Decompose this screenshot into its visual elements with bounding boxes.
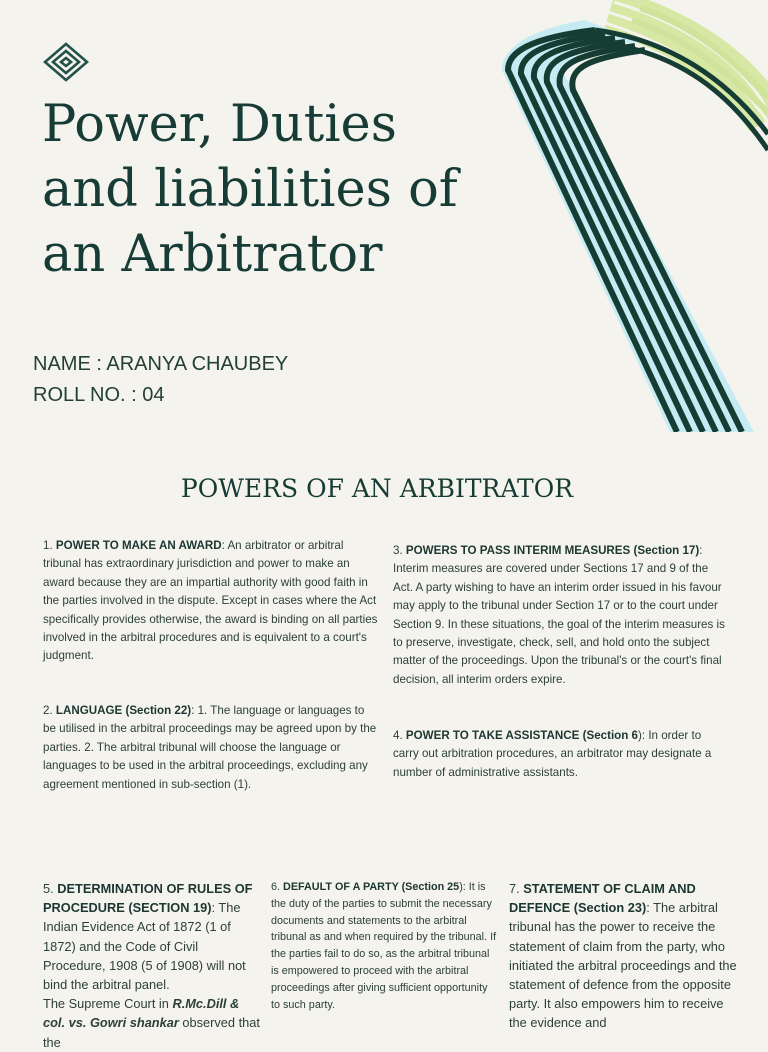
item-number: 6. — [271, 881, 284, 893]
item-text: : Interim measures are covered under Sections 17 and 9 of the Act. A party wishing to have an interim order issued in his favour may apply to the tribunal under Section 17 or to the court under Section 9. In these situations, the goal of the interim measures is to preserve, investigate, check, sell, and hold onto the subject matter of the proceedings. Upon the tribunal's or the court's final decision, all interim orders expire. — [393, 544, 725, 686]
item-text-continued: The Supreme Court in — [43, 996, 173, 1012]
item-number: 4. — [393, 729, 406, 742]
item-text: : The Indian Evidence Act of 1872 (1 of 1872) and the Code of Civil Procedure, 1908 (5 of 1908) will not bind the arbitral panel. — [43, 900, 246, 993]
power-item-4 — [393, 727, 728, 782]
author-name: NAME : ARANYA CHAUBEY — [33, 353, 289, 375]
item-text-tail: observed that the — [43, 1015, 260, 1050]
roll-number: ROLL NO. : 04 — [33, 384, 165, 406]
item-number: 1. — [43, 539, 56, 552]
power-item-7 — [509, 879, 737, 1033]
item-number: 5. — [43, 881, 58, 896]
power-item-5 — [43, 879, 263, 1052]
item-number: 3. — [393, 544, 406, 557]
title-line-2: and liabilities of — [42, 160, 458, 219]
item-heading: STATEMENT OF CLAIM AND DEFENCE (Section 23) — [509, 881, 696, 916]
item-text: ): It is the duty of the parties to submit the necessary documents and statements to the arbitral tribunal as and when required by the tribunal. If the parties fail to do so, as the arbitral tribunal is empowered to proceed with the arbitral proceedings after giving sufficient opportunity to such party. — [271, 881, 497, 1011]
item-heading: DETERMINATION OF RULES OF PROCEDURE (SECTION 19) — [43, 881, 253, 916]
item-heading: POWER TO TAKE ASSISTANCE (Section 6 — [405, 729, 639, 742]
item-number: 7. — [509, 881, 524, 896]
item-text: : An arbitrator or arbitral tribunal has extraordinary jurisdiction and power to make an award because they are an impartial authority with good faith in the parties involved in the dispute. Except in cases where the Act specifically provides otherwise, the award is binding on all parties involved in the arbitral procedures and is equivalent to a court's judgment. — [43, 539, 378, 663]
author-info — [33, 349, 288, 411]
title-line-3: an Arbitrator — [42, 225, 383, 284]
case-citation: R.Mc.Dill & col. vs. Gowri shankar — [43, 996, 240, 1031]
power-item-3 — [393, 542, 728, 689]
item-text: ): In order to carry out arbitration procedures, an arbitrator may designate a number of administrative assistants. — [393, 729, 712, 779]
item-heading: LANGUAGE (Section 22) — [55, 704, 192, 717]
power-item-2 — [43, 702, 378, 794]
section-heading: POWERS OF AN ARBITRATOR — [180, 474, 574, 503]
power-item-1 — [43, 537, 378, 666]
item-heading: DEFAULT OF A PARTY (Section 25 — [283, 881, 460, 893]
item-number: 2. — [43, 704, 56, 717]
item-heading: POWERS TO PASS INTERIM MEASURES (Section 17) — [405, 544, 700, 557]
item-heading: POWER TO MAKE AN AWARD — [55, 539, 222, 552]
document-title — [42, 92, 482, 287]
diamond-logo-icon — [42, 42, 90, 82]
title-line-1: Power, Duties — [42, 95, 397, 154]
decorative-ribbon — [490, 0, 768, 432]
item-text: : The arbitral tribunal has the power to receive the statement of claim from the party, who initiated the arbitral proceedings and the statement of defence from the opposite party. It also empowers him to receive the evidence and — [509, 900, 737, 1031]
power-item-6 — [271, 879, 499, 1013]
item-text: : 1. The language or languages to be utilised in the arbitral proceedings may be agreed upon by the parties. 2. The arbitral tribunal will choose the language or languages to be used in the arbitral proceedings, excluding any agreement mentioned in sub-section (1). — [43, 704, 377, 791]
